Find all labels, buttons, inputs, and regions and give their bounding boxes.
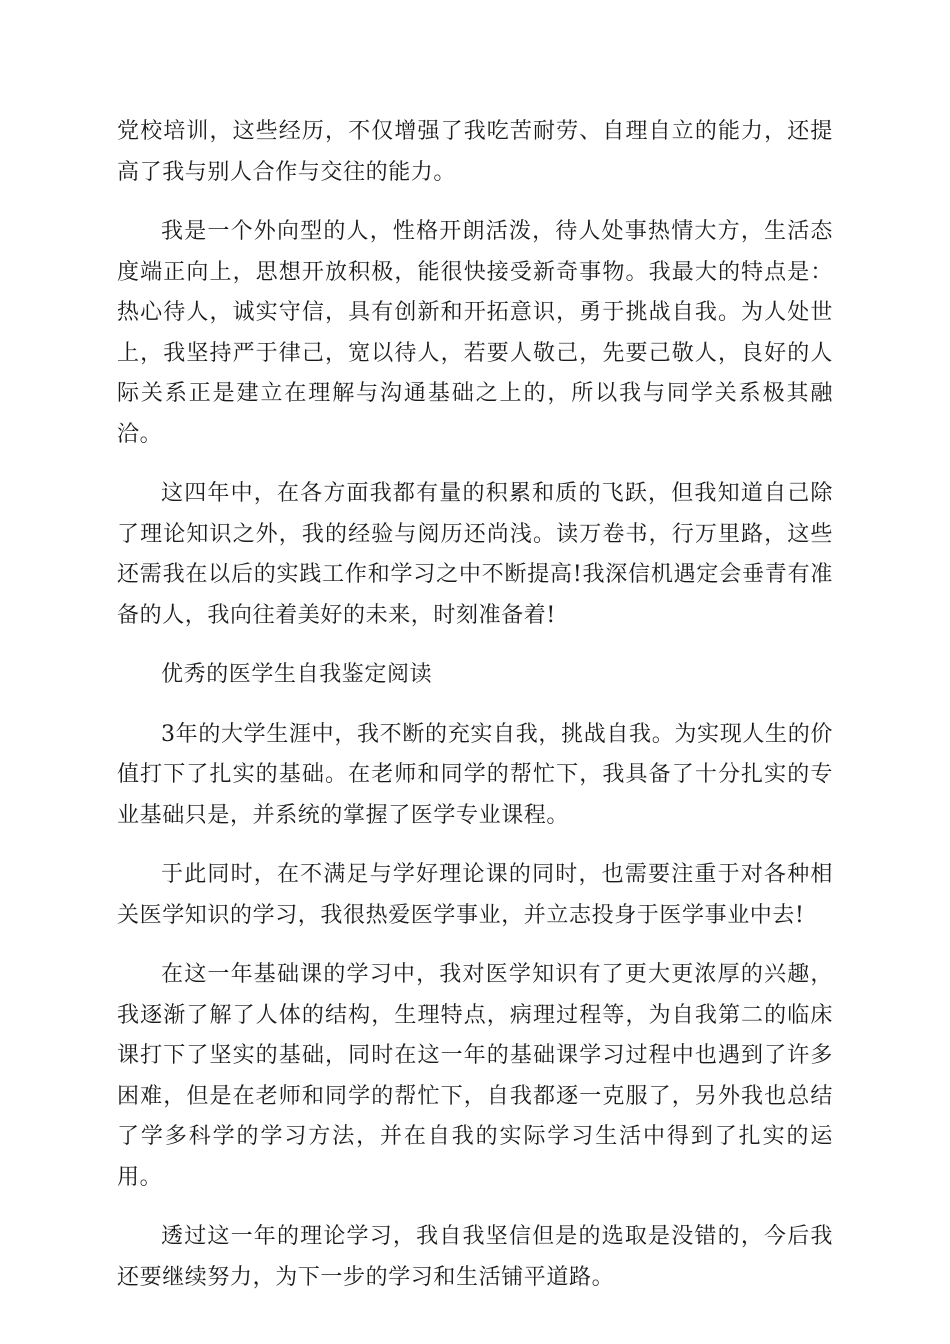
paragraph-personality: 我是一个外向型的人，性格开朗活泼，待人处事热情大方，生活态度端正向上，思想开放积极，能很快接受新奇事物。我最大的特点是：热心待人，诚实守信，具有创新和开拓意识，勇于挑战自我。为人处世上，我坚持严于律己，宽以待人，若要人敬己，先要己敬人，良好的人际关系正是建立在理解与沟通基础之上的，所以我与同学关系极其融洽。 [117, 219, 833, 447]
paragraph-continuation: 党校培训，这些经历，不仅增强了我吃苦耐劳、自理自立的能力，还提高了我与别人合作与交往的能力。 [117, 119, 833, 185]
paragraph-medical-study: 于此同时，在不满足与学好理论课的同时，也需要注重于对各种相关医学知识的学习，我很热爱医学事业，并立志投身于医学事业中去! [117, 862, 833, 928]
paragraph-conclusion: 透过这一年的理论学习，我自我坚信但是的选取是没错的，今后我还要继续努力，为下一步的学习和生活铺平道路。 [117, 1224, 833, 1290]
section-heading: 优秀的医学生自我鉴定阅读 [161, 662, 433, 687]
paragraph-college-life: 3年的大学生涯中，我不断的充实自我，挑战自我。为实现人生的价值打下了扎实的基础。在老师和同学的帮忙下，我具备了十分扎实的专业基础只是，并系统的掌握了医学专业课程。 [117, 721, 833, 828]
paragraph-basic-courses: 在这一年基础课的学习中，我对医学知识有了更大更浓厚的兴趣，我逐渐了解了人体的结构，生理特点，病理过程等，为自我第二的临床课打下了坚实的基础，同时在这一年的基础课学习过程中也遇到了许多困难，但是在老师和同学的帮忙下，自我都逐一克服了，另外我也总结了学多科学的学习方法，并在自我的实际学习生活中得到了扎实的运用。 [117, 962, 833, 1190]
paragraph-four-years: 这四年中，在各方面我都有量的积累和质的飞跃，但我知道自己除了理论知识之外，我的经验与阅历还尚浅。读万卷书，行万里路，这些还需我在以后的实践工作和学习之中不断提高!我深信机遇定会垂青有准备的人，我向往着美好的未来，时刻准备着! [117, 481, 833, 628]
document-page [117, 112, 833, 1317]
